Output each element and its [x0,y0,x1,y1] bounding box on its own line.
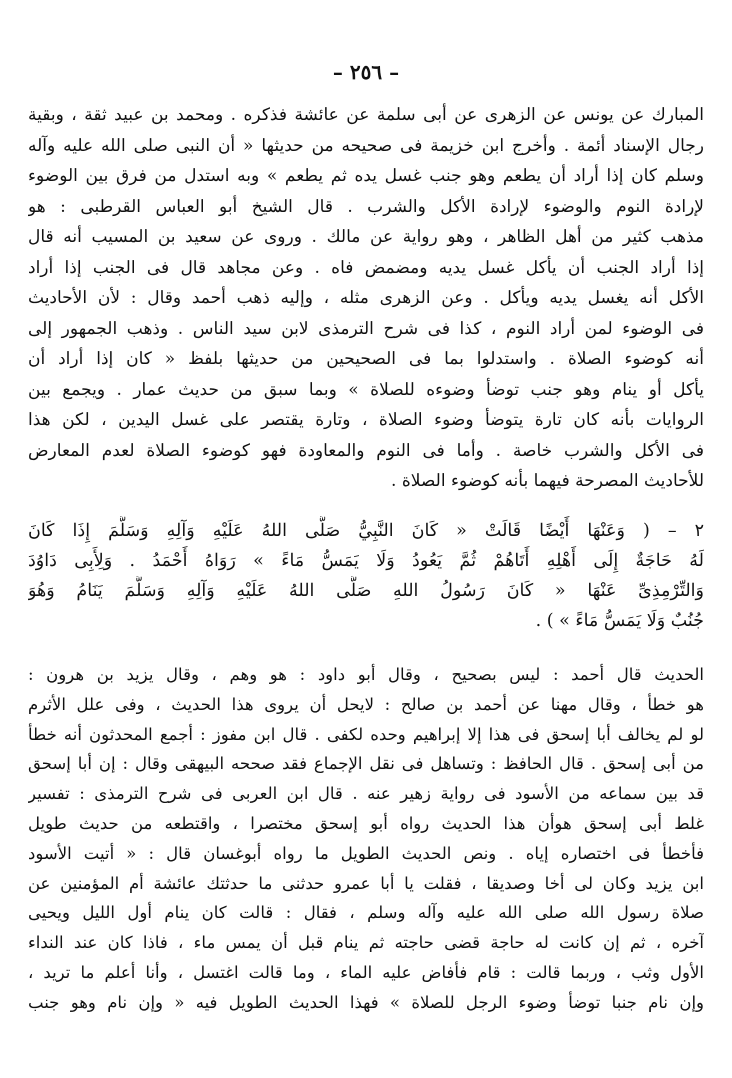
text-line: وسلم كان إذا أراد أن يطعم وهو جنب غسل يده ثم يطعم » وبه استدل من فرق بين الوضوء [28,166,704,186]
text-line: أنه كوضوء الصلاة . واستدلوا بما فى الصحيحين من حديثها بلفظ « كان إذا أراد أن [28,349,704,369]
text-line: المبارك عن يونس عن الزهرى عن أبى سلمة عن عائشة فذكره . ومحمد بن عبيد ثقة ، وبقية [28,105,704,125]
text-line: قد بين سماعه من الأسود فى رواية زهير عنه . قال ابن العربى فى شرح الترمذى : تفسير [28,784,704,804]
page-number: – ٢٥٦ – [332,60,400,84]
text-line: الروايات بأنه كان تارة يتوضأ وضوء الصلاة ، وتارة يقتصر على غسل اليدين ، لكن هذا [28,410,704,430]
text-line: غلط أبى إسحق هوأن هذا الحديث رواه أبو إسحق مختصرا ، واقتطعه من حديث طويل [28,813,704,833]
text-line: صلاة رسول الله صلى الله عليه وآله وسلم ، فقال : قالت كان ينام أول الليل ويحيى [28,903,704,923]
commentary-paragraph [28,100,704,497]
text-line: آخره ، ثم إن كانت له حاجة قضى حاجته ثم ينام قبل أن يمس ماء ، فاذا كان عند النداء [28,933,704,953]
hadith-line: ٢ – ( وَعَنْهَا أَيْضًا قَالَتْ « كَانَ النَّبِيُّ صَلَّى اللهُ عَلَيْهِ وَآلِهِ وَسَلَّمَ إِذَا كَانَ [28,521,704,541]
text-line: الأكل أنه يغسل يديه ويأكل . وعن الزهرى مثله ، وإليه ذهب أحمد وقال : لأن الأحاديث [28,288,704,308]
hadith-line: وَالتِّرْمِذِىِّ عَنْهَا « كَانَ رَسُولُ اللهِ صَلَّى اللهُ عَلَيْهِ وَآلِهِ وَسَلَّمَ يَنَامُ وَهُوَ [28,581,704,601]
text-line: لو لم يخالف أبا إسحق فى هذا إلا إبراهيم وحده لكفى . قال ابن مفوز : أجمع المحدثون أنه خطأ [28,724,704,744]
text-line: لإرادة النوم والوضوء لإرادة الأكل والشرب . قال الشيخ أبو العباس القرطبى : هو [28,196,704,217]
text-line: فى الأكل والشرب خاصة . وأما فى النوم والمعاودة فهو كوضوء الصلاة لعدم المعارض [28,440,704,461]
text-line: الحديث قال أحمد : ليس بصحيح ، وقال أبو داود : هو وهم ، وقال يزيد بن هرون : [28,665,704,684]
text-line: مذهب كثير من أهل الظاهر ، وهو رواية عن مالك . وروى عن سعيد بن المسيب أنه قال [28,227,704,247]
text-line: للأحاديث المصرحة فيهما بأنه كوضوء الصلاة . [391,471,704,491]
text-line: إذا أراد الجنب أن يأكل غسل يديه ومضمض فاه . وعن مجاهد قال فى الجنب إذا أراد [28,257,704,278]
text-line: وإن نام جنبا توضأ وضوء الرجل للصلاة » فهذا الحديث الطويل فيه « وإن نام وهو جنب [28,992,704,1012]
hadith-paragraph [28,516,704,636]
hadith-line: لَهُ حَاجَةٌ إِلَى أَهْلِهِ أَتَاهُمْ ثُمَّ يَعُودُ وَلَا يَمَسُّ مَاءً » رَوَاهُ أَحْمَدُ . وَلِأَبِى دَاوُدَ [28,551,704,571]
text-line: هو خطأ ، وقال مهنا عن أحمد بن صالح : لايحل أن يروى هذا الحديث ، وفى علل الأثرم [28,694,704,714]
text-line: فى الوضوء لمن أراد النوم ، كذا فى شرح الترمذى لابن سيد الناس . وذهب الجمهور إلى [28,318,704,339]
explanation-paragraph [28,660,704,1018]
text-line: فأخطأ فى اختصاره إياه . ونص الحديث الطويل ما رواه أبوغسان قال : « أتيت الأسود [28,843,704,863]
text-line: الأول وثب ، وربما قالت : قام فأفاض عليه الماء ، وما قالت اغتسل ، وأنا أعلم ما تريد ، [28,962,704,982]
text-line: رجال الإسناد أئمة . وأخرج ابن خزيمة فى صحيحه من حديثها « أن النبى صلى الله عليه وآله [28,135,704,156]
hadith-line: جُنُبٌ وَلَا يَمَسُّ مَاءً » ) . [535,611,704,631]
text-line: ابن يزيد وكان لى أخا وصديقا ، فقلت يا أبا عمرو حدثنى ما حدثتك عائشة أم المؤمنين عن [28,873,704,893]
text-line: من أبى إسحق . قال الحافظ : وتساهل فى نقل الإجماع فقد صححه البيهقى وقال : إن أبا إسحق [28,754,704,774]
text-line: يأكل أو ينام وهو جنب توضأ وضوءه للصلاة » وبما سبق من حديث عمار . ويجمع بين [28,379,704,400]
